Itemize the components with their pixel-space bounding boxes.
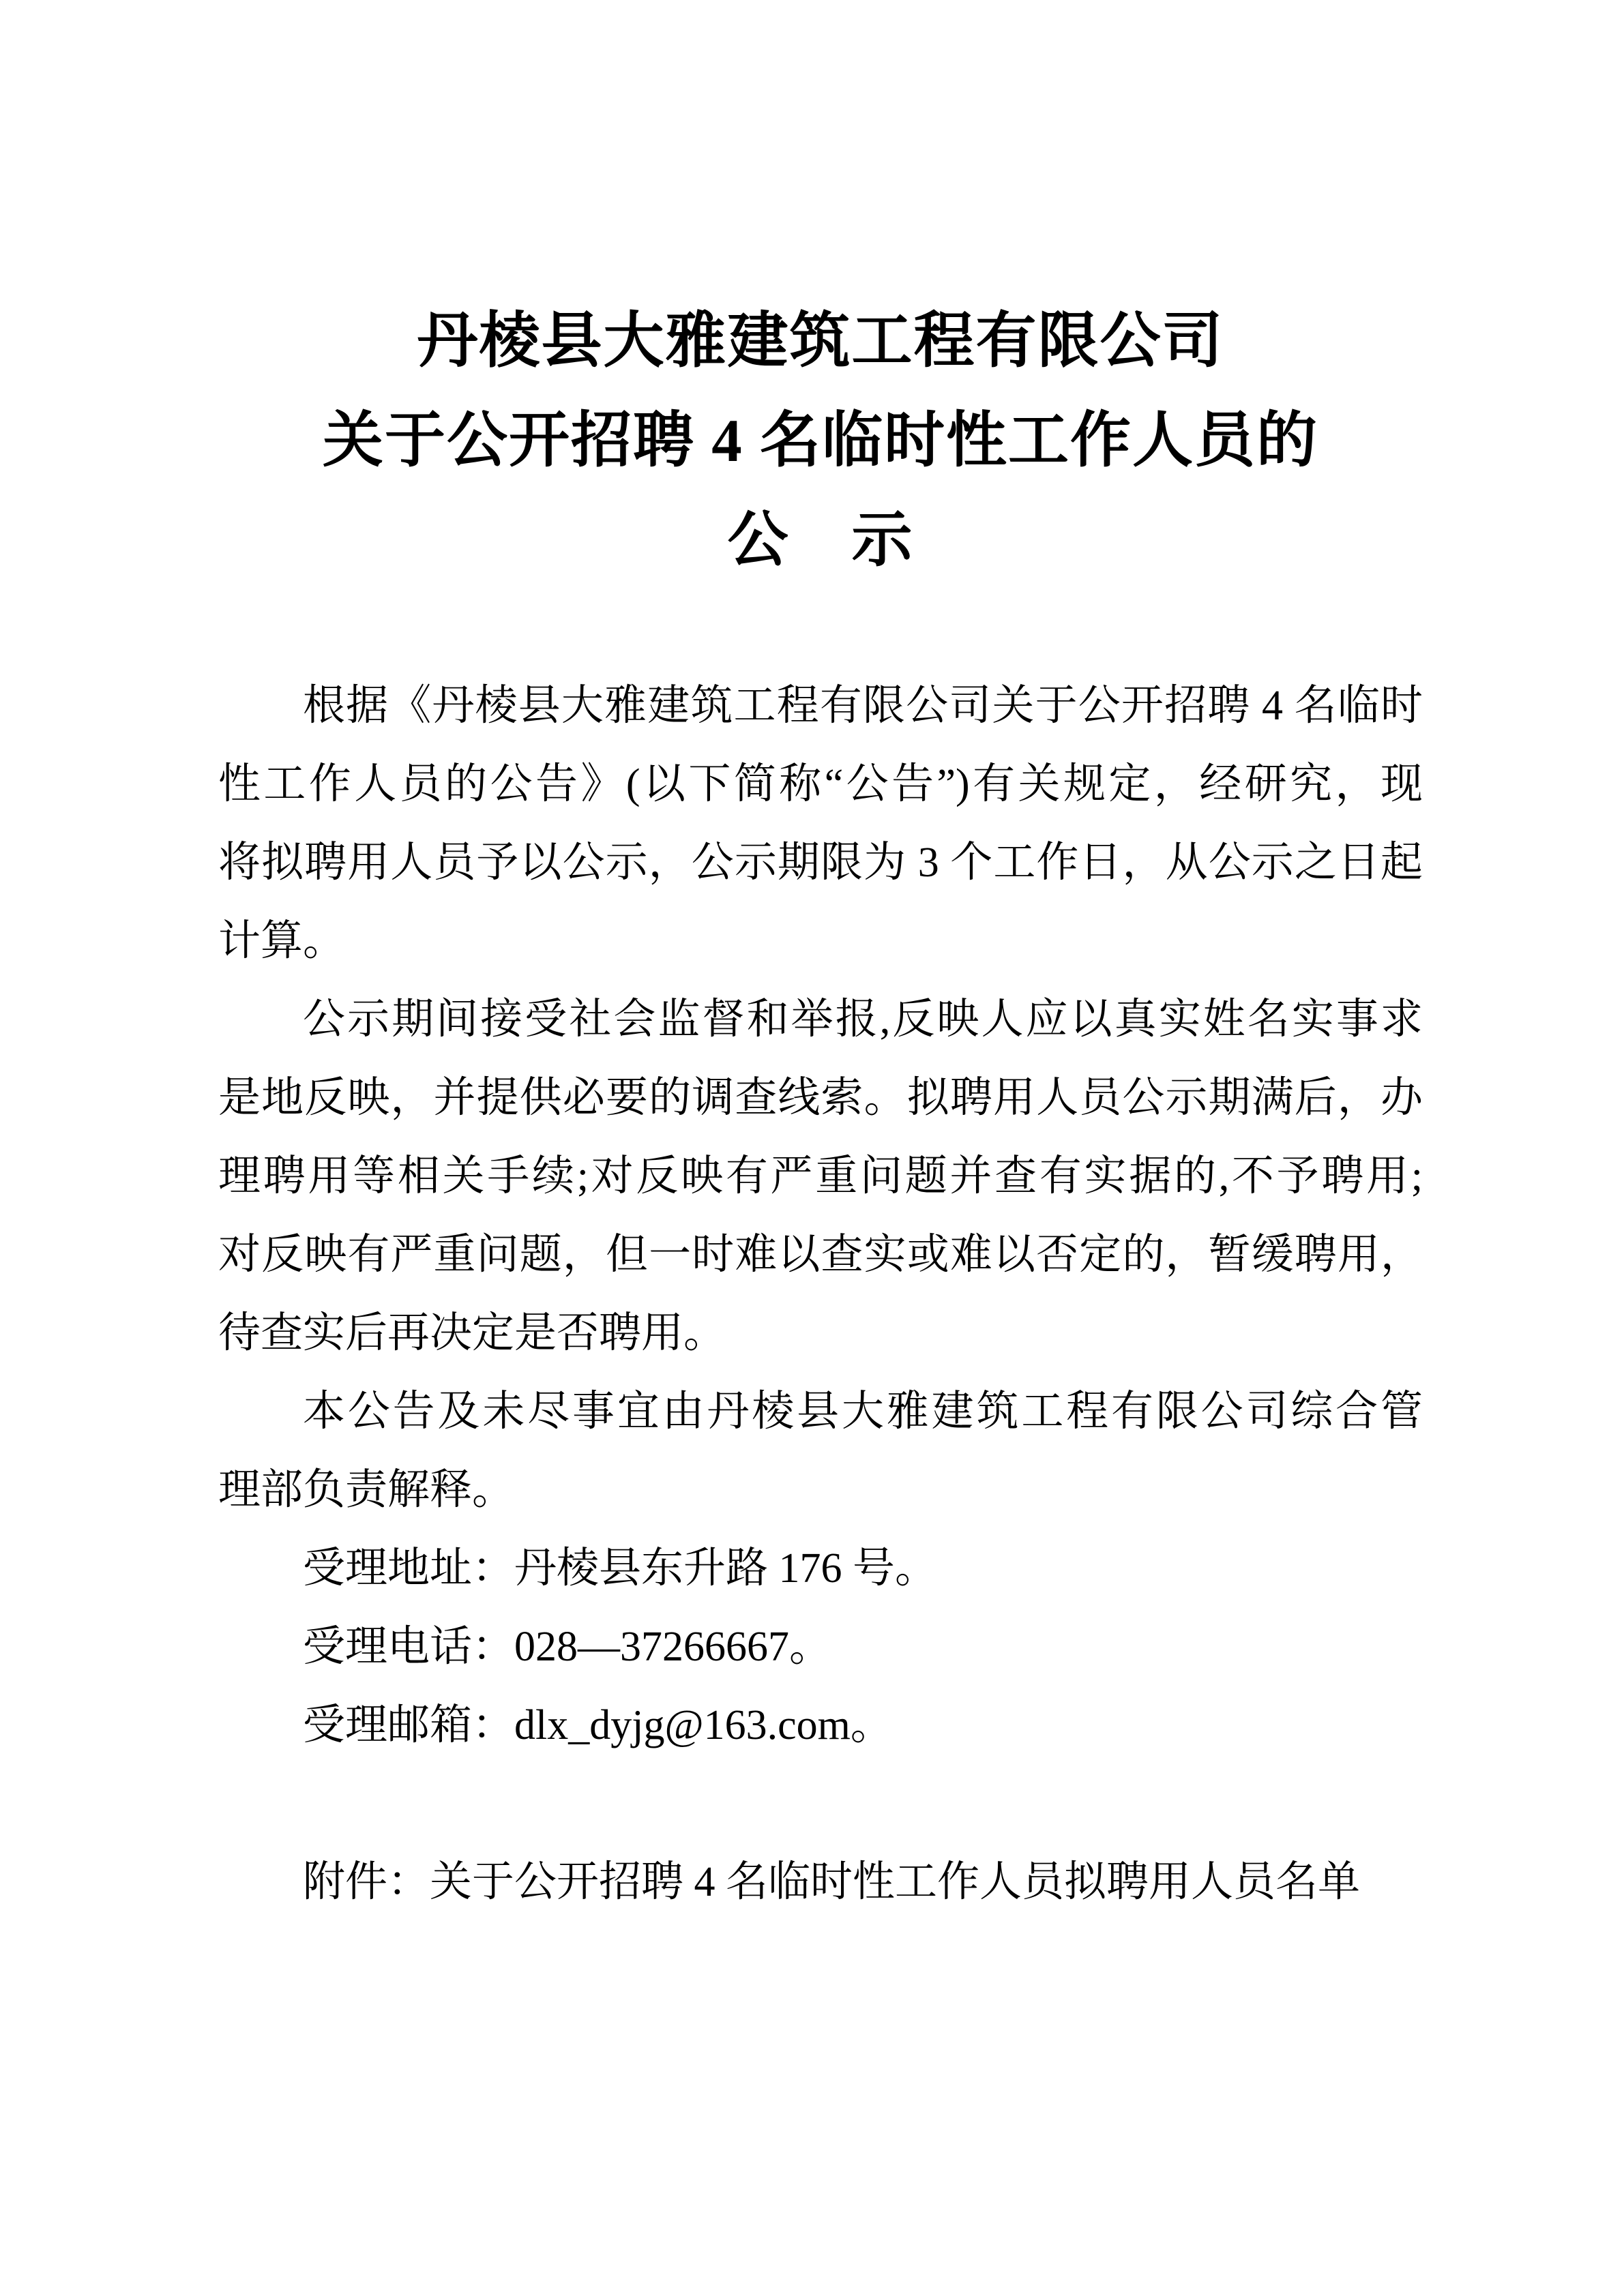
contact-email-label: 受理邮箱： [303,1702,515,1748]
title-line-2: 关于公开招聘 4 名临时性工作人员的 [323,408,1318,475]
paragraph-line: 性工作人员的公告》(以下简称“公告”)有关规定，经研究，现 [218,761,1423,807]
paragraph-line: 将拟聘用人员予以公示，公示期限为 3 个工作日，从公示之日起 [218,839,1423,886]
document-body [218,667,1423,1922]
paragraph-line: 理聘用等相关手续;对反映有严重问题并查有实据的,不予聘用; [218,1153,1423,1199]
paragraph-line: 计算。 [218,918,346,964]
paragraph-2 [218,981,1423,1373]
paragraph-3 [218,1373,1423,1530]
paragraph-line: 根据《丹棱县大雅建筑工程有限公司关于公开招聘 4 名临时 [303,683,1423,729]
paragraph-line: 待查实后再决定是否聘用。 [218,1310,726,1356]
contact-address-line [218,1530,1423,1608]
paragraph-line: 公示期间接受社会监督和举报,反映人应以真实姓名实事求 [303,996,1423,1043]
title-line-1: 丹棱县大雅建筑工程有限公司 [417,308,1224,375]
contact-phone-value: 028—37266667。 [514,1624,832,1670]
document-title [218,292,1423,591]
title-line-3: 公 示 [727,507,914,574]
contact-email-line [218,1686,1423,1765]
contact-phone-label: 受理电话： [303,1624,515,1670]
paragraph-line: 是地反映，并提供必要的调查线索。拟聘用人员公示期满后，办 [218,1075,1423,1121]
paragraph-line: 对反映有严重问题，但一时难以查实或难以否定的，暂缓聘用， [218,1232,1423,1278]
contact-address-value: 丹棱县东升路 176 号。 [514,1545,938,1592]
paragraph-1 [218,667,1423,981]
contact-phone-line [218,1608,1423,1686]
contact-block [218,1530,1423,1765]
blank-line [218,1765,1423,1843]
document-content [218,0,1423,1922]
paragraph-line: 理部负责解释。 [218,1467,515,1513]
contact-address-label: 受理地址： [303,1545,515,1592]
paragraph-line: 本公告及未尽事宜由丹棱县大雅建筑工程有限公司综合管 [303,1388,1423,1435]
contact-email-value: dlx_dyjg@163.com。 [514,1702,893,1748]
attachment-line: 附件：关于公开招聘 4 名临时性工作人员拟聘用人员名单 [303,1859,1361,1905]
